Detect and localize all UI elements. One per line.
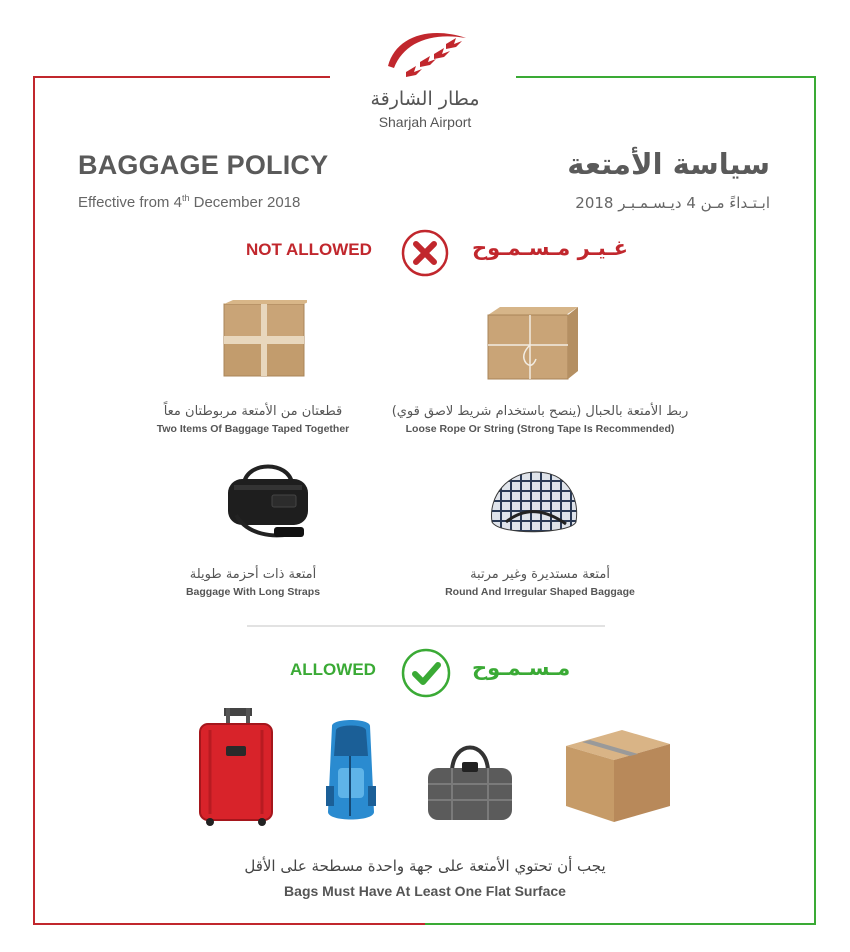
item-caption-ar: أمتعة مستديرة وغير مرتبة <box>470 567 610 582</box>
irregular-bag-icon <box>486 466 582 538</box>
item-caption-en: Baggage With Long Straps <box>185 586 321 598</box>
logo-arabic-name: مطار الشارقة <box>370 88 480 110</box>
item-caption-ar: أمتعة ذات أحزمة طويلة <box>189 567 317 582</box>
cardboard-box-icon <box>562 726 674 826</box>
item-caption-en: Loose Rope Or String (Strong Tape Is Recommended) <box>405 423 675 435</box>
duffel-bag-icon <box>422 734 518 826</box>
allowed-label-ar: مـسـمـوح <box>472 656 571 680</box>
frame-bottom-green <box>425 923 816 925</box>
item-caption-en: Round And Irregular Shaped Baggage <box>445 586 635 598</box>
not-allowed-item-1 <box>103 404 403 435</box>
effective-date-en: Effective from 4th December 2018 <box>78 193 301 211</box>
not-allowed-item-3 <box>103 567 403 598</box>
not-allowed-label-ar: غـيـر مـسـمـوح <box>472 236 628 260</box>
allowed-caption-en: Bags Must Have At Least One Flat Surface <box>284 883 566 899</box>
item-caption-ar: ربط الأمتعة بالحبال (ينصح باستخدام شريط لاصق قوي) <box>391 404 689 419</box>
check-circle-icon <box>400 647 452 699</box>
taped-boxes-icon <box>221 300 307 380</box>
page-title-ar: سياسة الأمتعة <box>567 147 770 181</box>
not-allowed-item-4 <box>390 567 690 598</box>
backpack-icon <box>320 716 382 826</box>
frame-left <box>33 76 35 925</box>
item-caption-ar: قطعتان من الأمتعة مربوطتان معاً <box>163 404 343 419</box>
string-box-icon <box>486 305 580 381</box>
frame-right <box>814 76 816 925</box>
not-allowed-item-2 <box>390 404 690 435</box>
strap-bag-icon <box>222 455 314 545</box>
frame-top-green <box>516 76 816 78</box>
allowed-label-en: ALLOWED <box>290 660 376 679</box>
allowed-caption-ar: يجب أن تحتوي الأمتعة على جهة واحدة مسطحة على الأقل <box>244 857 606 875</box>
page-title-en: BAGGAGE POLICY <box>78 150 329 180</box>
frame-bottom-red <box>33 923 425 925</box>
suitcase-icon <box>196 706 280 828</box>
effective-date-ar: ابـتـداءً مـن 4 ديـسـمـبـر 2018 <box>575 194 770 212</box>
logo-english-name: Sharjah Airport <box>378 114 472 130</box>
cross-circle-icon <box>400 228 450 278</box>
item-caption-en: Two Items Of Baggage Taped Together <box>156 423 350 435</box>
section-divider <box>247 625 605 627</box>
frame-top-red <box>33 76 330 78</box>
sharjah-airport-logo-icon <box>370 22 480 84</box>
not-allowed-label-en: NOT ALLOWED <box>246 240 372 259</box>
